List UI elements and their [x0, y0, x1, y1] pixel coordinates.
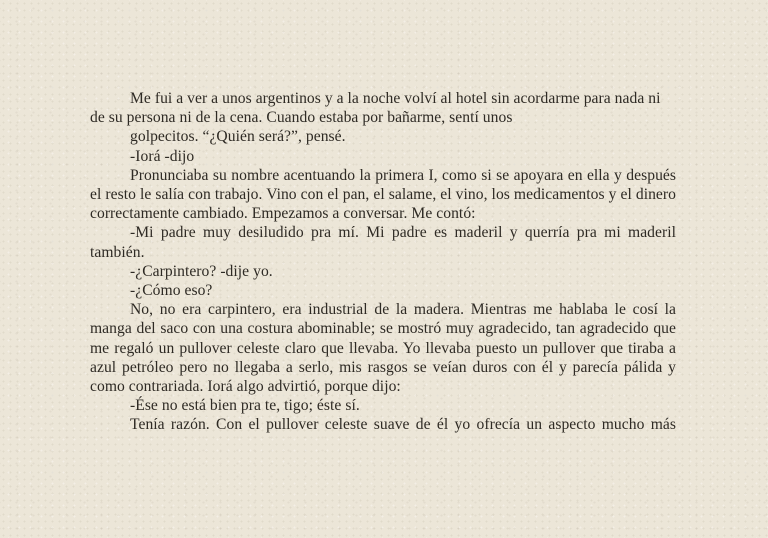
paragraph: Pronunciaba su nombre acentuando la primera I, como si se apoyara en ella y después el resto le salía con trabajo. Vino con el pan, el salame, el vino, los medicamentos y el dinero correctamente cambiado. Empezamos a conversar. Me contó: [90, 166, 676, 223]
paragraph: -Ése no está bien pra te, tigo; éste sí. [130, 397, 360, 415]
paragraph: Tenía razón. Con el pullover celeste suave de él yo ofrecía un aspecto mucho más [130, 416, 676, 434]
paragraph: -¿Cómo eso? [130, 282, 213, 300]
book-page-body [90, 89, 676, 435]
paragraph: -¿Carpintero? -dije yo. [130, 262, 273, 280]
paragraph: golpecitos. “¿Quién será?”, pensé. [130, 128, 346, 146]
paragraph: No, no era carpintero, era industrial de la madera. Mientras me hablaba le cosí la manga del saco con una costura abominable; se mostró muy agradecido, tan agradecido que me regaló un pullover celeste claro que llevaba. Yo llevaba puesto un pullover que tiraba a azul petróleo pero no llegaba a serlo, mis rasgos se veían duros con él y parecía pálida y como contrariada. Iorá algo advirtió, porque dijo: [90, 301, 676, 396]
paragraph: Me fui a ver a unos argentinos y a la noche volví al hotel sin acordarme para nada ni de su persona ni de la cena. Cuando estaba por bañarme, sentí unos [90, 90, 661, 127]
paragraph: -Iorá -dijo [130, 147, 195, 165]
paragraph: -Mi padre muy desiludido pra mí. Mi padre es maderil y querría pra mi maderil también. [90, 224, 676, 261]
